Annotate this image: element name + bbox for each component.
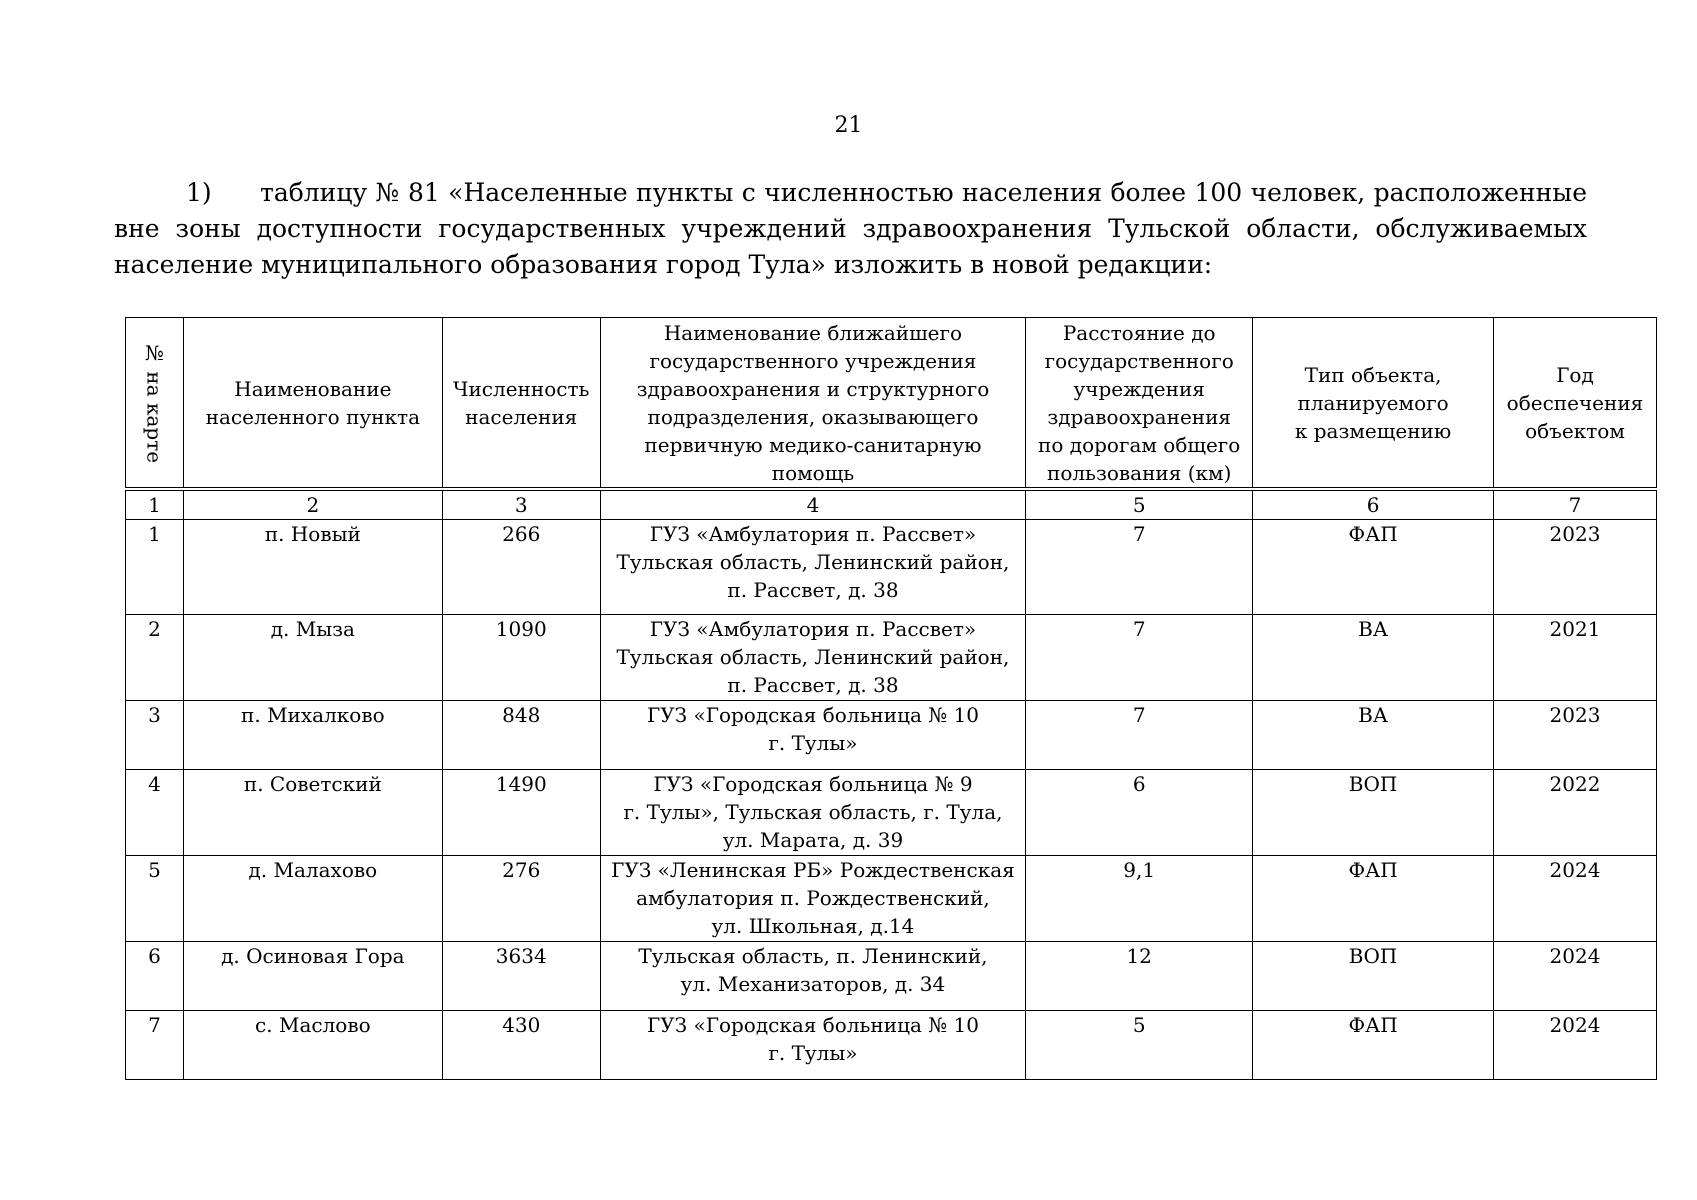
cell-settlement: п. Советский (183, 770, 442, 856)
column-number: 2 (183, 489, 442, 520)
cell-population: 1090 (442, 615, 600, 701)
cell-institution: ГУЗ «Амбулатория п. Рассвет» Тульская область, Ленинский район, п. Рассвет, д. 38 (600, 615, 1026, 701)
table-header-row (126, 318, 1657, 490)
cell-institution: ГУЗ «Городская больница № 10 г. Тулы» (600, 701, 1026, 770)
cell-year: 2024 (1493, 942, 1656, 1011)
cell-year: 2022 (1493, 770, 1656, 856)
cell-distance: 7 (1026, 520, 1253, 615)
cell-population: 3634 (442, 942, 600, 1011)
header-settlement: Наименование населенного пункта (183, 318, 442, 490)
cell-institution: Тульская область, п. Ленинский, ул. Механизаторов, д. 34 (600, 942, 1026, 1011)
cell-year: 2021 (1493, 615, 1656, 701)
cell-object-type: ВА (1253, 615, 1494, 701)
cell-settlement: п. Михалково (183, 701, 442, 770)
intro-text: таблицу № 81 «Населенные пункты с численностью населения более 100 человек, расположенные вне зоны доступности государственных учреждений здравоохранения Тульской области, обслуживаемых население муниципального образования город Тула» изложить в новой редакции: (114, 178, 1587, 279)
column-number: 5 (1026, 489, 1253, 520)
column-number: 7 (1493, 489, 1656, 520)
header-institution: Наименование ближайшего государственного учреждения здравоохранения и структурного подразделения, оказывающего первичную медико-санитарную помощь (600, 318, 1026, 490)
cell-object-type: ФАП (1253, 1011, 1494, 1080)
table-row (126, 770, 1657, 856)
cell-distance: 7 (1026, 615, 1253, 701)
header-map-number-label: № на карте (142, 341, 167, 464)
cell-institution: ГУЗ «Городская больница № 9 г. Тулы», Тульская область, г. Тула, ул. Марата, д. 39 (600, 770, 1026, 856)
cell-distance: 9,1 (1026, 856, 1253, 942)
cell-object-type: ВОП (1253, 942, 1494, 1011)
table-row (126, 856, 1657, 942)
header-map-number (126, 318, 184, 490)
cell-settlement: п. Новый (183, 520, 442, 615)
cell-map-number: 6 (126, 942, 184, 1011)
column-number: 4 (600, 489, 1026, 520)
cell-population: 266 (442, 520, 600, 615)
header-object-type: Тип объекта, планируемого к размещению (1253, 318, 1494, 490)
header-distance: Расстояние до государственного учреждения здравоохранения по дорогам общего пользования (км) (1026, 318, 1253, 490)
intro-paragraph (114, 175, 1587, 283)
cell-object-type: ВА (1253, 701, 1494, 770)
intro-item-number: 1) (186, 178, 212, 207)
cell-map-number: 3 (126, 701, 184, 770)
column-number-row (126, 489, 1657, 520)
table-row (126, 701, 1657, 770)
cell-map-number: 7 (126, 1011, 184, 1080)
column-number: 6 (1253, 489, 1494, 520)
column-number: 3 (442, 489, 600, 520)
cell-population: 276 (442, 856, 600, 942)
cell-institution: ГУЗ «Ленинская РБ» Рождественская амбулатория п. Рождественский, ул. Школьная, д.14 (600, 856, 1026, 942)
cell-year: 2023 (1493, 520, 1656, 615)
column-number: 1 (126, 489, 184, 520)
cell-population: 848 (442, 701, 600, 770)
cell-map-number: 5 (126, 856, 184, 942)
table-row (126, 520, 1657, 615)
cell-distance: 6 (1026, 770, 1253, 856)
cell-year: 2024 (1493, 856, 1656, 942)
cell-map-number: 2 (126, 615, 184, 701)
cell-population: 1490 (442, 770, 600, 856)
cell-population: 430 (442, 1011, 600, 1080)
cell-settlement: д. Осиновая Гора (183, 942, 442, 1011)
cell-settlement: д. Малахово (183, 856, 442, 942)
table-row (126, 1011, 1657, 1080)
settlements-table (125, 317, 1657, 1080)
cell-year: 2023 (1493, 701, 1656, 770)
cell-settlement: д. Мыза (183, 615, 442, 701)
cell-distance: 12 (1026, 942, 1253, 1011)
table-row (126, 942, 1657, 1011)
cell-map-number: 4 (126, 770, 184, 856)
cell-map-number: 1 (126, 520, 184, 615)
cell-object-type: ВОП (1253, 770, 1494, 856)
cell-object-type: ФАП (1253, 520, 1494, 615)
header-population: Численность населения (442, 318, 600, 490)
cell-institution: ГУЗ «Амбулатория п. Рассвет» Тульская область, Ленинский район, п. Рассвет, д. 38 (600, 520, 1026, 615)
cell-institution: ГУЗ «Городская больница № 10 г. Тулы» (600, 1011, 1026, 1080)
cell-year: 2024 (1493, 1011, 1656, 1080)
table-row (126, 615, 1657, 701)
cell-object-type: ФАП (1253, 856, 1494, 942)
cell-distance: 5 (1026, 1011, 1253, 1080)
cell-distance: 7 (1026, 701, 1253, 770)
page-number: 21 (834, 113, 863, 138)
header-year: Год обеспечения объектом (1493, 318, 1656, 490)
cell-settlement: с. Маслово (183, 1011, 442, 1080)
